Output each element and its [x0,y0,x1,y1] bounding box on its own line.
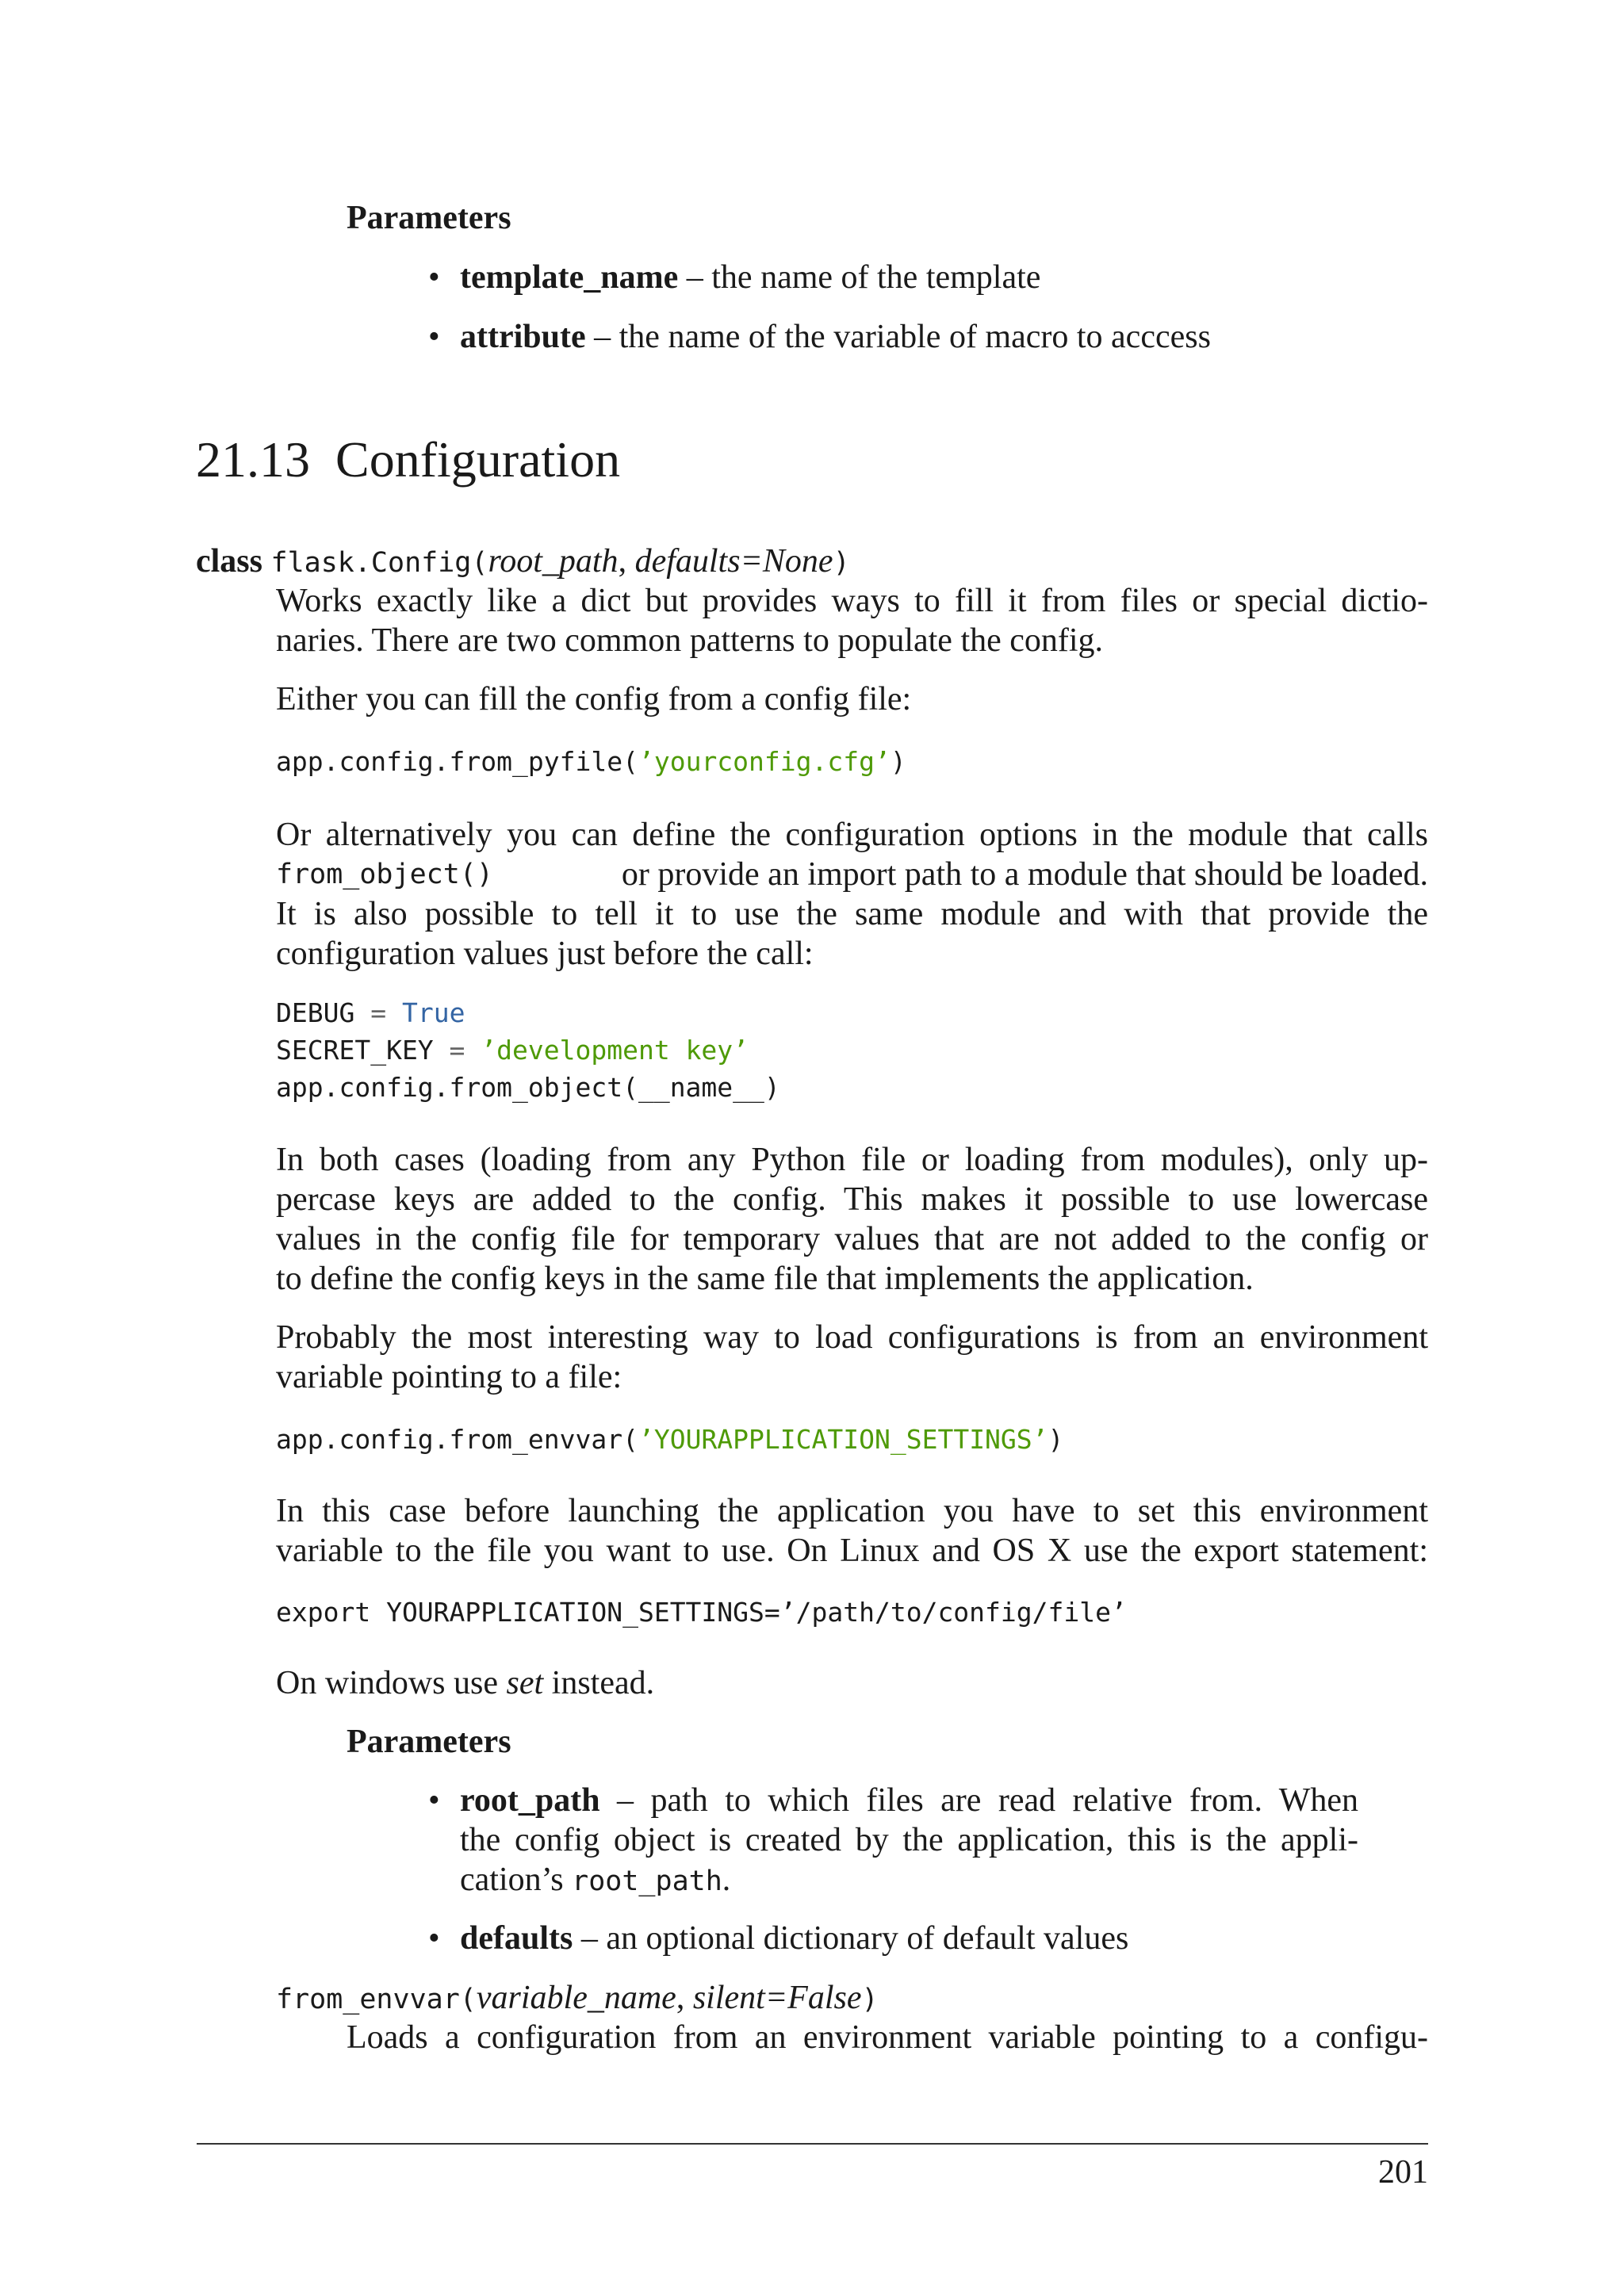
param-item-template-name [428,258,1041,297]
paragraph-envvar-line2: variable pointing to a file: [276,1359,622,1395]
paragraph-description-line1: Works exactly like a dict but provides ways to fill it from files or special dictio- [276,583,1428,619]
param-desc: – the name of the template [678,259,1041,296]
bullet-icon: • [428,1920,440,1957]
param-name: root_path [460,1782,600,1819]
class-keyword: class [196,543,262,580]
arg-variable-name: variable_name [476,1980,676,2016]
parameters-label: Parameters [347,200,511,236]
paragraph-both-cases-line3: values in the config file for temporary values that are not added to the config or [276,1221,1428,1257]
paragraph-alternative-line2: from_object() or provide an import path to a module that should be loaded. [276,856,1428,893]
paragraph-alternative-line3: It is also possible to tell it to use the same module and with that provide the [276,896,1428,932]
param-desc: – the name of the variable of macro to acccess [585,319,1211,355]
code-config-block: DEBUG = True [276,997,465,1028]
section-title: Configuration [335,431,621,488]
method-description: Loads a configuration from an environment variable pointing to a configu- [347,2019,1428,2056]
inline-code-from-object: from_object() [276,859,493,890]
class-signature: class flask.Config(root_path, defaults=None) [196,543,850,580]
param-name: defaults [460,1920,573,1957]
paragraph-fill-from-file: Either you can fill the config from a config file: [276,681,912,718]
paragraph-both-cases-line2: percase keys are added to the config. This makes it possible to use lowercase [276,1181,1428,1218]
param-item-root-path: • root_path – path to which files are read relative from. When the config object is created by the application, this is the appli- cation’s root_path. [428,1782,1358,1898]
section-number: 21.13 [196,431,310,488]
method-name: from_envvar( [276,1984,477,2015]
paragraph-alternative-line1: Or alternatively you can define the configuration options in the module that calls [276,817,1428,853]
arg-root-path: root_path [488,543,619,580]
param-name: attribute [460,319,586,355]
bullet-icon: • [428,319,440,355]
section-heading [196,430,620,489]
page-number: 201 [1378,2154,1428,2191]
paragraph-launching-line1: In this case before launching the application you have to set this environment [276,1493,1428,1529]
class-name: flask.Config( [270,547,488,579]
code-export: export YOURAPPLICATION_SETTINGS=’/path/to/config/file’ [276,1597,1127,1628]
footer-rule [197,2143,1428,2145]
paragraph-both-cases-line1: In both cases (loading from any Python file or loading from modules), only up- [276,1142,1428,1178]
bullet-icon: • [428,259,440,296]
arg-defaults: defaults=None [634,543,833,580]
param-name: template_name [460,259,679,296]
paragraph-envvar-line1: Probably the most interesting way to load configurations is from an environment [276,1319,1428,1356]
inline-code-root-path: root_path [572,1866,722,1897]
code-from-envvar: app.config.from_envvar(’YOURAPPLICATION_SETTINGS’) [276,1424,1064,1455]
method-signature: from_envvar(variable_name, silent=False) [276,1980,879,2016]
arg-silent: silent=False [692,1980,862,2016]
paragraph-launching-line2: variable to the file you want to use. On Linux and OS X use the export statement: [276,1533,1428,1569]
code-from-pyfile: app.config.from_pyfile(’yourconfig.cfg’) [276,746,906,777]
parameters-label: Parameters [347,1724,511,1760]
paragraph-both-cases-line4: to define the config keys in the same file that implements the application. [276,1261,1254,1297]
paragraph-windows: On windows use set instead. [276,1665,655,1701]
paragraph-alternative-line4: configuration values just before the call: [276,936,814,972]
bullet-icon: • [428,1782,440,1819]
code-config-block-line2: SECRET_KEY = ’development key’ [276,1035,749,1066]
param-item-attribute [428,317,1211,357]
paragraph-description-line2: naries. There are two common patterns to populate the config. [276,622,1104,659]
param-item-defaults: • defaults – an optional dictionary of default values [428,1920,1129,1957]
code-config-block-line3: app.config.from_object(__name__) [276,1072,780,1103]
